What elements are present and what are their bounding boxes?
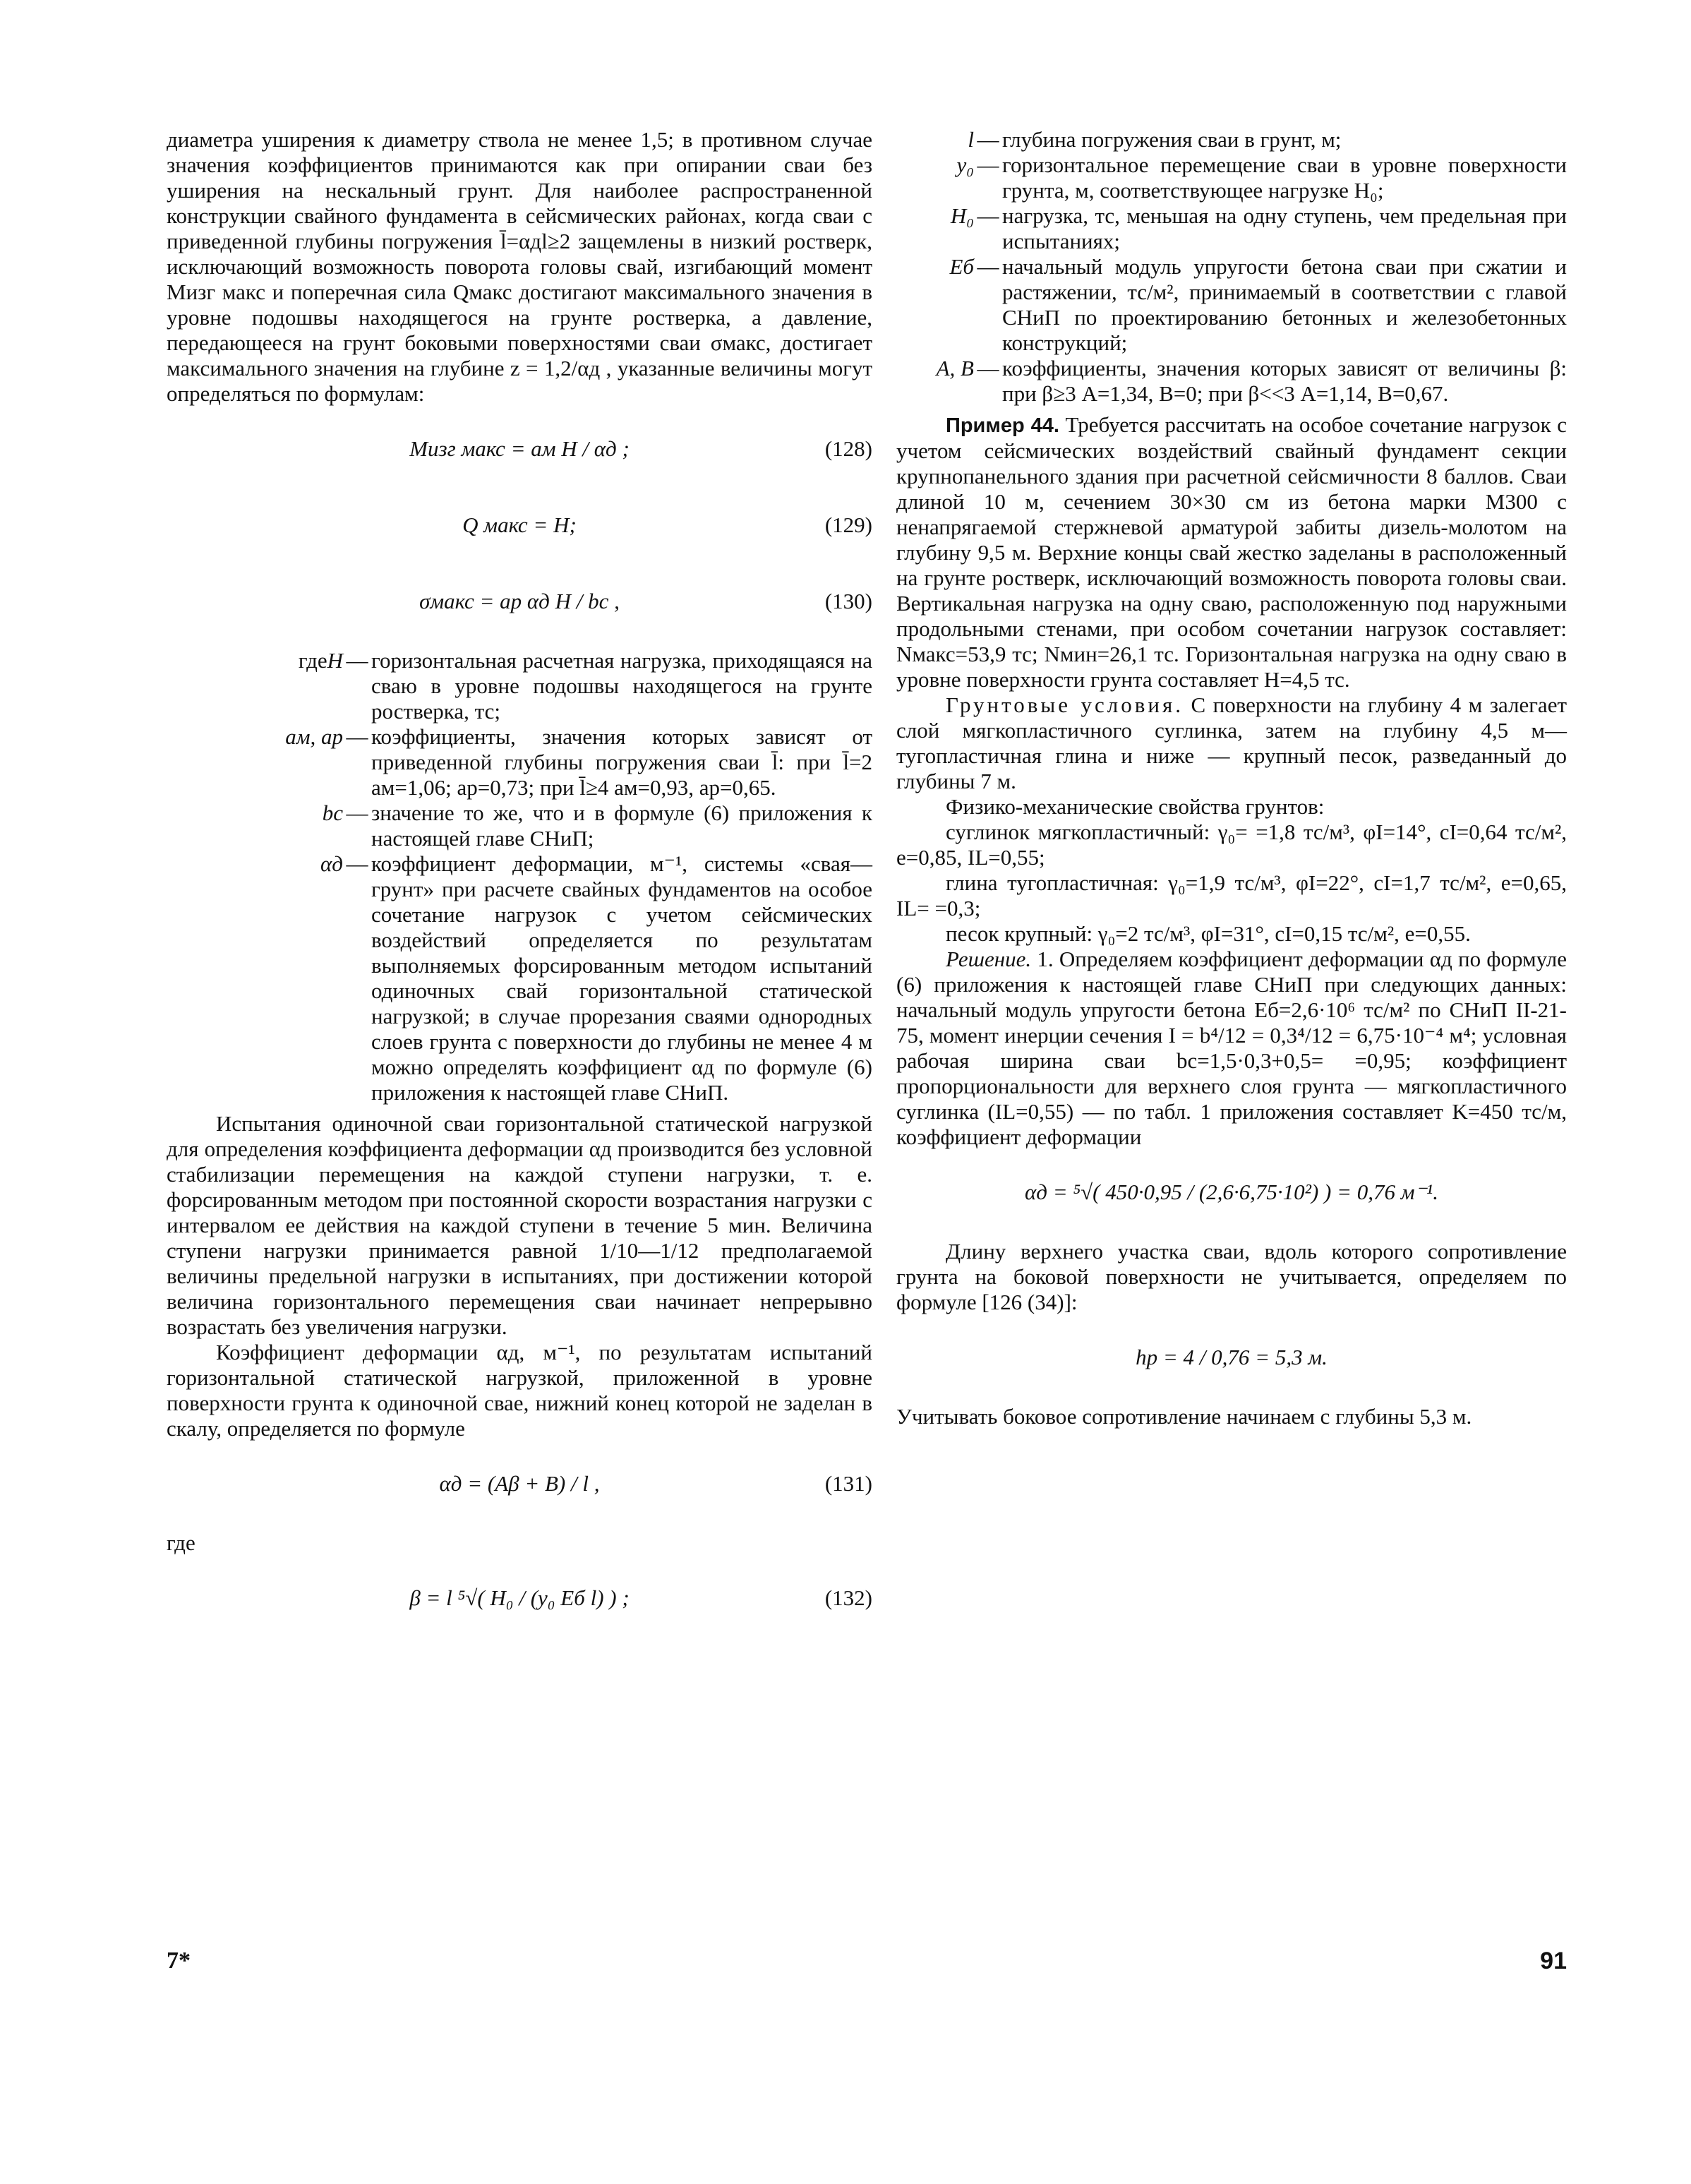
example-heading: Пример 44. — [946, 414, 1059, 437]
definition-text: нагрузка, тс, меньшая на одну ступень, чем предельная при испытаниях; — [1002, 203, 1567, 253]
formula-128 — [167, 419, 872, 483]
definition-symbol: y₀ — [956, 152, 974, 177]
definition-item: αд — коэффициент деформации, м⁻¹, системы «свая—грунт» при расчете свайных фундаментов на особое сочетание нагрузок с учетом сейсмических воздействий определяется по результатам выполняемых форсированным методом испытаний одиночных свай горизонтальной статической нагрузкой; в случае прорезания сваями однородных слоев грунта с поверхности до глубины не менее 4 м можно определять коэффициент αд по формуле (6) приложения к настоящей главе СНиП. — [167, 851, 872, 1105]
paragraph: Коэффициент деформации αд, м⁻¹, по результатам испытаний горизонтальной статической нагрузкой, приложенной в уровне поверхности грунта к одиночной свае, нижний конец которой не заделан в скалу, определяется по формуле — [167, 1340, 872, 1441]
paragraph: диаметра уширения к диаметру ствола не менее 1,5; в противном случае значения коэффициентов принимаются как при опирании сваи без уширения на нескальный грунт. Для наиболее распространенной конструкции свайного фундамента в сейсмических районах, когда сваи с приведенной глубины погружения l̄=αдl≥2 защемлены в низкий ростверк, исключающий возможность поворота головы свай, изгибающий момент Mизг макс и поперечная сила Qмакс достигают максимального значения в уровне подошвы находящегося на грунте ростверка, а давление, передающееся на грунт боковыми поверхностями сваи σмакс, достигает максимального значения на глубине z = 1,2/αд , указанные величины могут определяться по формулам: — [167, 127, 872, 406]
example-paragraph — [896, 412, 1567, 692]
formula-expression: αд = ⁵√( 450·0,95 / (2,6·6,75·10²) ) = 0,76 м⁻¹. — [1025, 1180, 1438, 1204]
definition-symbol: αд — [320, 851, 343, 876]
formula-expression: σмакс = aр αд H / bс , — [419, 589, 620, 613]
definition-symbol: aм, aр — [285, 724, 343, 749]
definition-text: горизонтальная расчетная нагрузка, приходящаяся на сваю в уровне подошвы находящегося на грунте ростверка, тс; — [371, 648, 872, 724]
definition-item: bс — значение то же, что и в формуле (6) приложения к настоящей главе СНиП; — [167, 800, 872, 851]
definition-symbol: A, B — [936, 356, 974, 380]
definition-text: коэффициент деформации, м⁻¹, системы «свая—грунт» при расчете свайных фундаментов на особое сочетание нагрузок с учетом сейсмических воздействий определяется по результатам выполняемых форсированным методом испытаний одиночных свай горизонтальной статической нагрузкой; в случае прорезания сваями однородных слоев грунта с поверхности до глубины не менее 4 м можно определять коэффициент αд по формуле (6) приложения к настоящей главе СНиП. — [371, 851, 872, 1105]
definition-item: Eб — начальный модуль упругости бетона сваи при сжатии и растяжении, тс/м², принимаемый в соответствии с главой СНиП по проектированию бетонных и железобетонных конструкций; — [896, 254, 1567, 356]
formula-number: (129) — [824, 512, 872, 537]
formula-expression: αд = (Aβ + B) / l , — [439, 1471, 600, 1496]
formula-130 — [167, 572, 872, 635]
definitions-list — [167, 648, 872, 1105]
formula-129 — [167, 496, 872, 559]
signature-mark: 7* — [167, 1948, 191, 1974]
paragraph: Длину верхнего участка сваи, вдоль которого сопротивление грунта на боковой поверхности не учитывается, определяем по формуле [126 (34)]: — [896, 1239, 1567, 1314]
definition-text: коэффициенты, значения которых зависят от приведенной глубины погружения сваи l̄: при l̄=2 aм=1,06; aр=0,73; при l̄≥4 aм=0,93, aр=0,65. — [371, 724, 872, 800]
definition-text: начальный модуль упругости бетона сваи при сжатии и растяжении, тс/м², принимаемый в соответствии с главой СНиП по проектированию бетонных и железобетонных конструкций; — [1002, 254, 1567, 355]
definition-item: A, B — коэффициенты, значения которых зависят от величины β: при β≥3 A=1,34, B=0; при β<<3 A=1,14, B=0,67. — [896, 356, 1567, 407]
definition-symbol: bс — [322, 800, 343, 825]
definitions-list — [896, 127, 1567, 407]
formula-number: (132) — [824, 1585, 872, 1610]
soil-heading: Грунтовые условия. — [946, 692, 1184, 717]
page-number: 91 — [1540, 1948, 1567, 1974]
properties-line: суглинок мягкопластичный: γ₀= =1,8 тс/м³, φI=14°, cI=0,64 тс/м², e=0,85, IL=0,55; — [896, 820, 1567, 870]
formula-number: (128) — [824, 436, 872, 461]
paragraph: Испытания одиночной сваи горизонтальной статической нагрузкой для определения коэффициента деформации αд производится без условной стабилизации перемещения на каждой ступени нагрузки, т. е. форсированным методом при постоянной скорости возрастания нагрузки с интервалом ее действия на каждой ступени в течение 5 мин. Величина ступени нагрузки принимается равной 1/10—1/12 предполагаемой величины предельной нагрузки в испытаниях, при достижении которой величина горизонтального перемещения сваи начинает непрерывно возрастать без увеличения нагрузки. — [167, 1111, 872, 1339]
formula-alpha — [896, 1163, 1567, 1226]
where-label: где — [167, 1530, 195, 1555]
properties-line: глина тугопластичная: γ₀=1,9 тс/м³, φI=22°, cI=1,7 тс/м², e=0,65, IL= =0,3; — [896, 870, 1567, 920]
soil-paragraph — [896, 692, 1567, 794]
formula-expression: Mизг макс = aм H / αд ; — [409, 436, 630, 461]
definition-text: коэффициенты, значения которых зависят от величины β: при β≥3 A=1,34, B=0; при β<<3 A=1,14, B=0,67. — [1002, 356, 1567, 406]
formula-number: (130) — [824, 589, 872, 613]
formula-expression: hр = 4 / 0,76 = 5,3 м. — [1136, 1345, 1328, 1369]
definition-item: aм, aр — коэффициенты, значения которых зависят от приведенной глубины погружения сваи l̄: при l̄=2 aм=1,06; aр=0,73; при l̄≥4 aм=0,93, aр=0,65. — [167, 724, 872, 800]
formula-hp — [896, 1328, 1567, 1391]
definition-symbol: H₀ — [950, 203, 974, 228]
formula-132 — [167, 1568, 872, 1632]
definition-item: l — глубина погружения сваи в грунт, м; — [896, 127, 1567, 152]
formula-expression: Q макс = H; — [462, 512, 577, 537]
right-column — [896, 127, 1567, 1429]
formula-131 — [167, 1454, 872, 1518]
soil-text: С поверхности на глубину 4 м залегает слой мягкопластичного суглинка, затем на глубину 4,5 м—тугопластичная глина и ниже — крупный песок, разведанный до глубины 7 м. — [896, 692, 1567, 793]
where-label: где — [298, 648, 327, 673]
definition-item: H₀ — нагрузка, тс, меньшая на одну ступень, чем предельная при испытаниях; — [896, 203, 1567, 254]
properties-heading: Физико-механические свойства грунтов: — [946, 794, 1325, 819]
definition-symbol: гдеH — [167, 648, 343, 724]
formula-expression: β = l ⁵√( H₀ / (y₀ Eб l) ) ; — [409, 1585, 630, 1610]
left-column — [167, 127, 872, 1645]
definition-text: горизонтальное перемещение сваи в уровне поверхности грунта, м, соответствующее нагрузке H₀; — [1002, 152, 1567, 203]
formula-number: (131) — [824, 1471, 872, 1496]
definition-text: значение то же, что и в формуле (6) приложения к настоящей главе СНиП; — [371, 800, 872, 851]
definition-item: y₀ — горизонтальное перемещение сваи в уровне поверхности грунта, м, соответствующее нагрузке H₀; — [896, 152, 1567, 203]
example-text: Требуется рассчитать на особое сочетание нагрузок с учетом сейсмических воздействий свайный фундамент секции крупнопанельного здания при расчетной сейсмичности 8 баллов. Сваи длиной 10 м, сечением 30×30 см из бетона марки М300 с ненапрягаемой стержневой арматурой забиты дизель-молотом на глубину 9,5 м. Верхние концы свай жестко заделаны в расположенный на грунте ростверк, исключающий возможность поворота головы сваи. Вертикальная нагрузка на одну сваю, расположенную под наружными продольными стенами, при особом сочетании нагрузок составляет: Nмакс=53,9 тс; Nмин=26,1 тс. Горизонтальная нагрузка на одну сваю в уровне поверхности грунта составляет H=4,5 тс. — [896, 412, 1567, 692]
solution-paragraph — [896, 947, 1567, 1150]
properties-line: песок крупный: γ₀=2 тс/м³, φI=31°, cI=0,15 тс/м², e=0,55. — [946, 921, 1471, 946]
definition-symbol: l — [968, 127, 974, 152]
definition-symbol: Eб — [949, 254, 974, 279]
paragraph: Учитывать боковое сопротивление начинаем с глубины 5,3 м. — [896, 1404, 1472, 1429]
solution-heading: Решение. — [946, 947, 1032, 971]
definition-item: гдеH — горизонтальная расчетная нагрузка, приходящаяся на сваю в уровне подошвы находящегося на грунте ростверка, тс; — [167, 648, 872, 724]
definition-text: глубина погружения сваи в грунт, м; — [1002, 127, 1342, 152]
solution-text: 1. Определяем коэффициент деформации αд по формуле (6) приложения к настоящей главе СНиП при следующих данных: начальный модуль упругости бетона Eб=2,6·10⁶ тс/м² по СНиП II-21-75, момент инерции сечения I = b⁴/12 = 0,3⁴/12 = 6,75·10⁻⁴ м⁴; условная рабочая ширина сваи bс=1,5·0,3+0,5= =0,95; коэффициент пропорциональности для верхнего слоя грунта — мягкопластичного суглинка (IL=0,55) — по табл. 1 приложения составляет K=450 тс/м, коэффициент деформации — [896, 947, 1567, 1149]
